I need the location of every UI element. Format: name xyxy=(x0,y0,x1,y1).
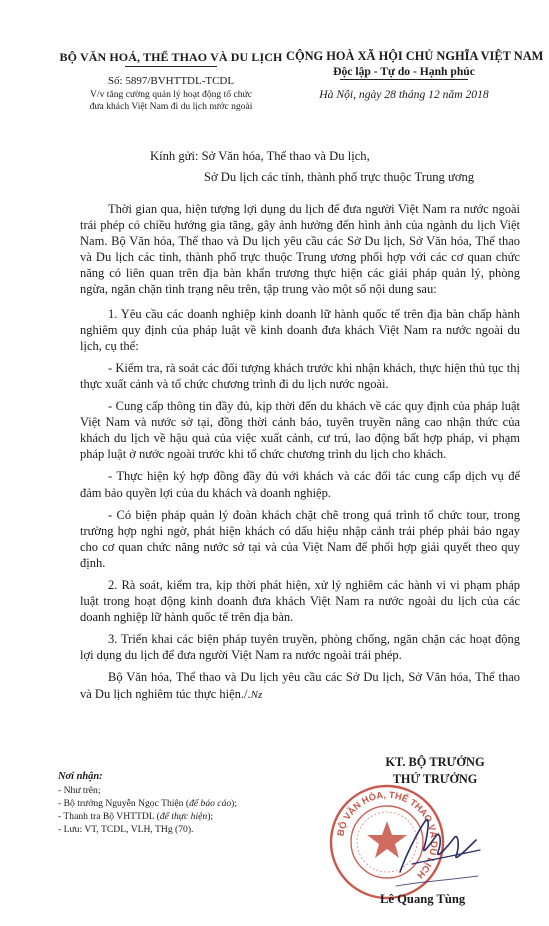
item-2: 2. Rà soát, kiểm tra, kịp thời phát hiện, xử lý nghiêm các hành vi vi phạm pháp luật trong hoạt động kinh doanh đưa khách Việt Nam ra nước ngoài du lịch của các doanh nghiệp lữ hành quốc tế trên địa bàn. xyxy=(80,577,520,625)
addressee-line-2: Sở Du lịch các tỉnh, thành phố trực thuộc Trung ương xyxy=(204,170,475,184)
national-header xyxy=(286,49,544,101)
signer-title-1: KT. BỘ TRƯỞNG xyxy=(385,755,485,769)
subject-line-2: đưa khách Việt Nam đi du lịch nước ngoài xyxy=(89,101,253,112)
motto: Độc lập - Tự do - Hạnh phúc xyxy=(333,65,475,78)
recipient-item: - Lưu: VT, TCDL, VLH, THg (70). xyxy=(58,824,194,835)
intro-paragraph: Thời gian qua, hiện tượng lợi dụng du lịch để đưa người Việt Nam ra nước ngoài trái phép có chiều hướng gia tăng, gây ảnh hưởng đến hình ảnh của ngành du lịch Việt Nam. Bộ Văn hóa, Thể thao và Du lịch yêu cầu các Sở Du lịch, Sở Văn hóa, Thể thao và Du lịch các tỉnh, thành phố trực thuộc Trung ương phối hợp với các cơ quan chức năng có liên quan trên địa bàn khẩn trương thực hiện các giải pháp quản lý, phòng ngừa, ngăn chặn tình trạng nêu trên, tập trung vào một số nội dung sau: xyxy=(80,202,520,297)
nation-name: CỘNG HOÀ XÃ HỘI CHỦ NGHĨA VIỆT NAM xyxy=(286,49,544,63)
closing-paragraph xyxy=(80,669,520,702)
seal-text: BỘ VĂN HÓA, THỂ THAO VÀ DU LỊCH xyxy=(334,788,441,882)
issuer-name: BỘ VĂN HOÁ, THỂ THAO VÀ DU LỊCH xyxy=(59,50,283,64)
bullet-4: - Có biện pháp quản lý đoàn khách chặt chẽ trong quá trình tổ chức tour, trong trường hợp nghi ngờ, phát hiện khách có dấu hiệu nhập cảnh trái phép phải báo ngay cho cơ quan chức năng nước sở tại và của Việt Nam để phối hợp giải quyết theo quy định. xyxy=(80,507,520,570)
bullet-3: - Thực hiện ký hợp đồng đầy đủ với khách và các đối tác cung cấp dịch vụ để đảm bảo quyền lợi của du khách và doanh nghiệp. xyxy=(80,469,520,500)
item-1: 1. Yêu cầu các doanh nghiệp kinh doanh lữ hành quốc tế trên địa bàn chấp hành nghiêm quy định của pháp luật về kinh doanh đưa khách Việt Nam ra nước ngoài du lịch, cụ thể: xyxy=(80,306,520,353)
document-number: Số: 5897/BVHTTDL-TCDL xyxy=(107,75,235,87)
signer-block xyxy=(360,755,510,770)
motto-underline xyxy=(340,79,468,80)
recipient-item: - Như trên; xyxy=(58,785,101,796)
subject-line-1: V/v tăng cường quản lý hoạt động tổ chức xyxy=(89,89,252,100)
signer-name: Lê Quang Tùng xyxy=(380,892,466,906)
recipient-note: để thực hiện xyxy=(159,811,208,822)
bullet-2: - Cung cấp thông tin đầy đủ, kịp thời đến du khách về các quy định của pháp luật Việt Nam và nước sở tại, đồng thời cảnh báo, tuyên truyền nâng cao nhận thức của khách du lịch về hậu quả của việc xuất cảnh, cư trú, lao động bất hợp pháp, vi phạm pháp luật ở nước ngoài trước khi tổ chức chương trình du lịch cho khách. xyxy=(80,399,520,462)
closing-text: Bộ Văn hóa, Thể thao và Du lịch yêu cầu các Sở Du lịch, Sở Văn hóa, Thể thao và Du lịch nghiêm túc thực hiện./. xyxy=(80,670,520,701)
recipients-block xyxy=(58,770,237,836)
recipient-text: - Bộ trưởng Nguyễn Ngọc Thiện ( xyxy=(58,798,190,809)
letter-body xyxy=(80,201,520,709)
recipient-item xyxy=(58,797,237,810)
signer-title-2-wrap xyxy=(360,771,510,787)
recipient-text: - Thanh tra Bộ VHTTDL ( xyxy=(58,811,160,822)
issuer-block xyxy=(56,50,286,113)
closing-initial-mark: Nz xyxy=(250,688,263,701)
place-date: Hà Nội, ngày 28 tháng 12 năm 2018 xyxy=(319,88,489,101)
item-3: 3. Triển khai các biện pháp tuyên truyền, phòng chống, ngăn chặn các hoạt động lợi dụng du lịch để đưa người Việt Nam ra nước ngoài trái phép. xyxy=(80,632,520,663)
bullet-1: - Kiểm tra, rà soát các đối tượng khách trước khi nhận khách, thực hiện thủ tục thị thực xuất cảnh và tổ chức chương trình đi du lịch nước ngoài. xyxy=(80,360,520,391)
handwritten-signature xyxy=(378,790,498,900)
addressee-line-1: Kính gửi: Sở Văn hóa, Thể thao và Du lịch, xyxy=(150,149,370,163)
recipient-note: để báo cáo xyxy=(189,798,232,809)
signer-title-2: THỨ TRƯỞNG xyxy=(392,772,478,786)
recipients-title: Nơi nhận: xyxy=(58,771,103,782)
issuer-underline xyxy=(125,66,217,67)
recipient-item xyxy=(58,810,237,823)
recipient-tail: ); xyxy=(231,798,238,809)
recipient-tail: ); xyxy=(207,811,214,822)
